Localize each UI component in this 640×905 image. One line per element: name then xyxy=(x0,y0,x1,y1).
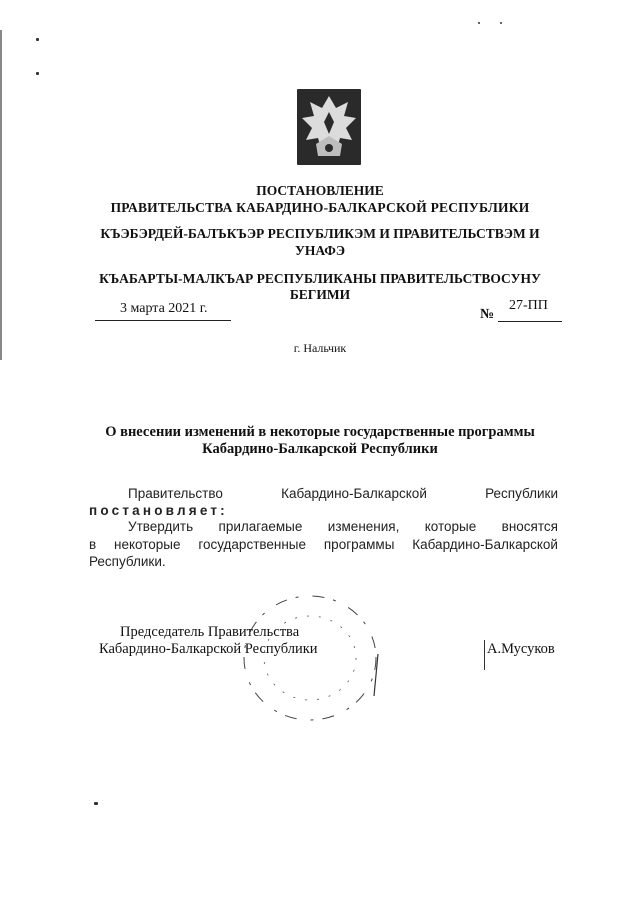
body-word: прилагаемые xyxy=(218,519,303,534)
body-word: изменения, xyxy=(327,519,400,534)
body-line-2 xyxy=(128,519,558,534)
issuer-kabardian-line2: УНАФЭ xyxy=(294,243,346,258)
signature-tick xyxy=(484,640,489,670)
body-word: Кабардино-Балкарской xyxy=(281,486,427,501)
decree-title-line2: Кабардино-Балкарской Республики xyxy=(202,441,438,457)
document-type: ПОСТАНОВЛЕНИЕ xyxy=(256,183,384,198)
body-word: которые xyxy=(424,519,477,534)
signer-name: А.Мусуков xyxy=(487,641,555,657)
signer-position-line1: Председатель Правительства xyxy=(120,624,300,640)
body-line-3 xyxy=(89,537,558,552)
body-line-4: Республики. xyxy=(89,554,166,569)
body-word: государственные xyxy=(198,537,307,552)
handwritten-signature xyxy=(364,652,394,698)
issuer-russian: ПРАВИТЕЛЬСТВА КАБАРДИНО-БАЛКАРСКОЙ РЕСПУБЛИКИ xyxy=(110,200,530,215)
number-underline xyxy=(498,321,562,322)
body-word: Правительство xyxy=(128,486,223,501)
signer-position-line2: Кабардино-Балкарской Республики xyxy=(99,641,318,657)
body-word: программы xyxy=(323,537,395,552)
body-word: некоторые xyxy=(114,537,181,552)
official-seal-stamp xyxy=(236,588,384,728)
issuer-karachay-line1: КЪАБАРТЫ-МАЛКЪАР РЕСПУБЛИКАНЫ ПРАВИТЕЛЬСТВОСУНУ xyxy=(99,271,541,286)
body-word: Кабардино-Балкарской xyxy=(412,537,558,552)
scan-speck xyxy=(36,38,39,41)
coat-of-arms-emblem xyxy=(296,88,362,166)
city-label: г. Нальчик xyxy=(293,341,347,355)
decree-number: 27-ПП xyxy=(509,298,548,313)
decree-title-line1: О внесении изменений в некоторые государственные программы xyxy=(105,424,535,440)
number-label: № xyxy=(480,307,495,322)
scan-speck xyxy=(478,22,480,24)
decree-verb: постановляет: xyxy=(89,503,228,518)
issuer-kabardian-line1: КЪЭБЭРДЕЙ-БАЛЪКЪЭР РЕСПУБЛИКЭМ И ПРАВИТЕЛЬСТВЭМ И xyxy=(100,226,540,241)
decree-date: 3 марта 2021 г. xyxy=(120,301,208,316)
date-underline xyxy=(95,320,231,321)
body-word: вносятся xyxy=(501,519,558,534)
scan-speck xyxy=(36,72,39,75)
scan-speck xyxy=(94,802,98,805)
issuer-karachay-line2: БЕГИМИ xyxy=(289,287,351,302)
body-word: Утвердить xyxy=(128,519,194,534)
body-word: в xyxy=(89,537,97,552)
body-line-1 xyxy=(128,486,558,501)
scan-speck xyxy=(500,22,502,24)
body-word: Республики xyxy=(485,486,558,501)
